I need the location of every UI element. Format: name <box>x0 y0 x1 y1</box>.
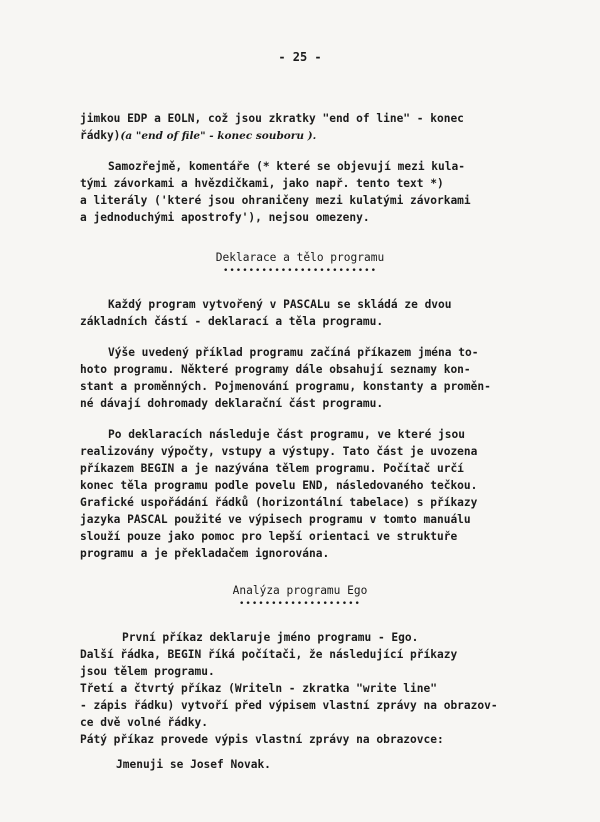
paragraph-6-line-2: Další řádka, BEGIN říká počítači, že následující příkazy <box>80 648 458 661</box>
paragraph-5-line-1: Po deklaracích následuje část programu, ve které jsou <box>108 428 465 441</box>
paragraph-6-line-3: jsou tělem programu. <box>80 665 215 678</box>
paragraph-5-line-6: jazyka PASCAL použité ve výpisech programu v tomto manuálu <box>80 513 471 526</box>
paragraph-1-line-2-typed: řádky) <box>80 129 121 142</box>
handwritten-annotation: (a "end of file" - konec souboru ). <box>120 130 317 142</box>
paragraph-4-line-1: Výše uvedený příklad programu začíná příkazem jména to- <box>108 346 479 359</box>
paragraph-6-line-4: Třetí a čtvrtý příkaz (Writeln - zkratka "write line" <box>80 682 437 695</box>
paragraph-6-line-7: Pátý příkaz provede výpis vlastní zprávy na obrazovce: <box>80 733 444 746</box>
paragraph-5-line-7: slouží pouze jako pomoc pro lepší orientaci ve struktuře <box>80 530 458 543</box>
paragraph-3-line-1: Každý program vytvořený v PASCALu se skládá ze dvou <box>108 298 452 311</box>
paragraph-3-line-2: základních částí - deklarací a těla programu. <box>80 315 384 328</box>
paragraph-6-line-1: První příkaz deklaruje jméno programu - Ego. <box>122 631 419 644</box>
paragraph-4-line-4: né dávají dohromady deklarační část programu. <box>80 397 384 410</box>
section-heading-ego-analysis-underline: ••••••••••••••••••• <box>239 599 361 609</box>
paragraph-2-line-1: Samozřejmě, komentáře (* které se objevují mezi kula- <box>108 160 465 173</box>
paragraph-2-line-4: a jednoduchými apostrofy'), nejsou omezeny. <box>80 211 370 224</box>
paragraph-6-line-6: ce dvě volné řádky. <box>80 716 208 729</box>
paragraph-5-line-3: příkazem BEGIN a je nazývána tělem programu. Počítač určí <box>80 462 464 475</box>
paragraph-5-line-8: programu a je překladačem ignorována. <box>80 547 330 560</box>
page-number: - 25 - <box>278 50 322 64</box>
paragraph-5-line-2: realizovány výpočty, vstupy a výstupy. Tato část je uvozena <box>80 445 478 458</box>
program-output-line: Jmenuji se Josef Novak. <box>116 758 271 771</box>
paragraph-2-line-2: tými závorkami a hvězdičkami, jako např. tento text *) <box>80 177 444 190</box>
paragraph-2-line-3: a literály ('které jsou ohraničeny mezi kulatými závorkami <box>80 194 471 207</box>
section-heading-declarations-underline: •••••••••••••••••••••••• <box>222 266 378 276</box>
paragraph-6-line-5: - zápis řádku) vytvoří před výpisem vlastní zprávy na obrazov- <box>80 699 498 712</box>
section-heading-declarations: Deklarace a tělo programu <box>215 251 385 264</box>
paragraph-5-line-5: Grafické uspořádání řádků (horizontální tabelace) s příkazy <box>80 496 478 509</box>
paragraph-1-line-2 <box>80 129 316 142</box>
paragraph-4-line-3: stant a proměnných. Pojmenování programu, konstanty a proměn- <box>80 380 491 393</box>
paragraph-5-line-4: konec těla programu podle povelu END, následovaného tečkou. <box>80 479 478 492</box>
paragraph-1-line-1: jimkou EDP a EOLN, což jsou zkratky "end of line" - konec <box>80 112 464 125</box>
paragraph-4-line-2: hoto programu. Některé programy dále obsahují seznamy kon- <box>80 363 471 376</box>
section-heading-ego-analysis: Analýza programu Ego <box>232 584 368 597</box>
